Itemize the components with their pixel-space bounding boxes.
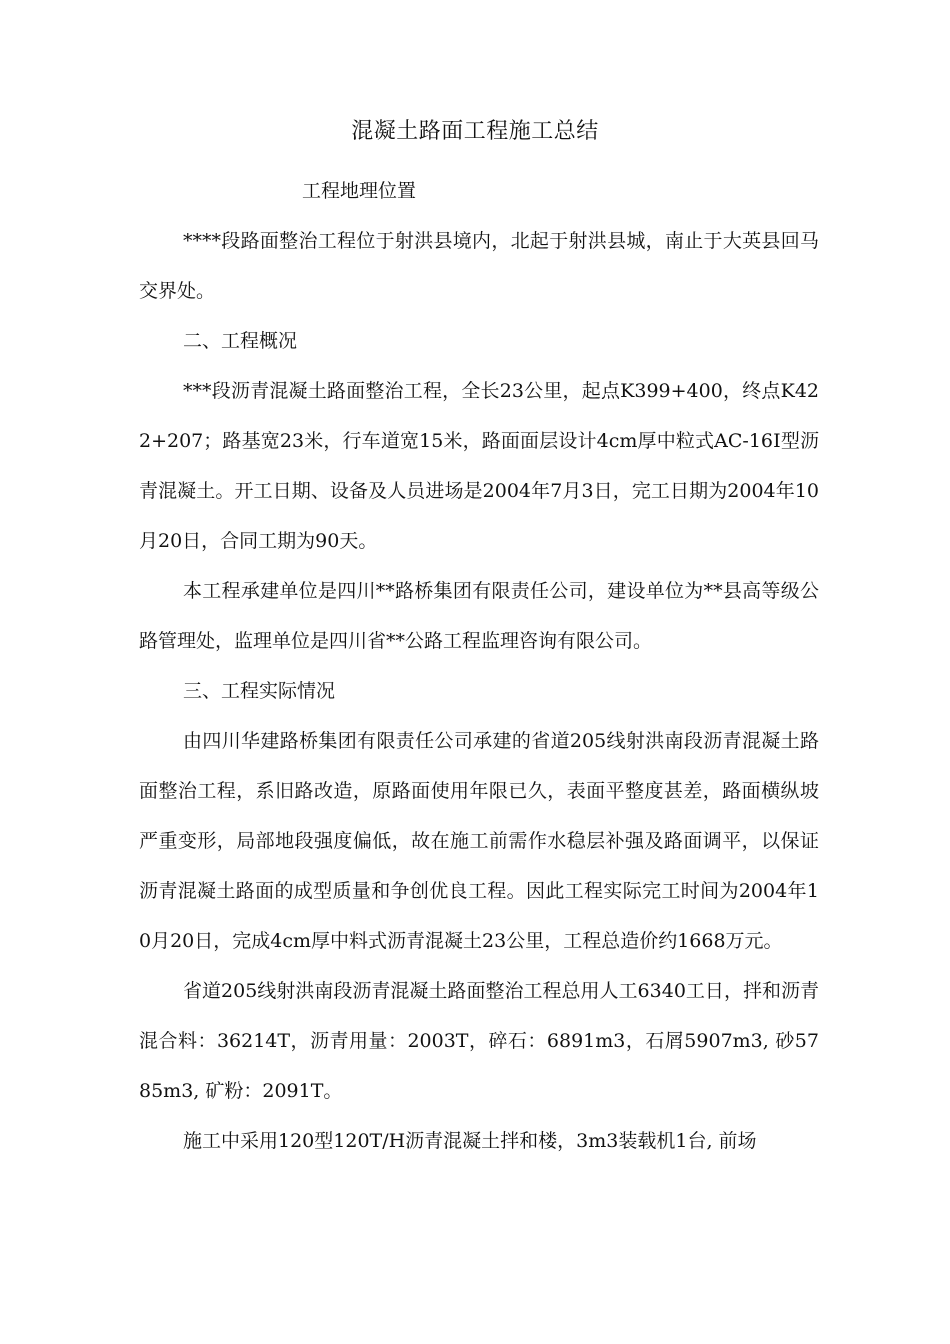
document-title: 混凝土路面工程施工总结 [351,119,599,144]
paragraph-equipment: 施工中采用120型120T/H沥青混凝土拌和楼，3m3装载机1台, 前场 [183,1130,757,1152]
paragraph-units: 本工程承建单位是四川**路桥集团有限责任公司，建设单位为**县高等级公路管理处，监理单位是四川省**公路工程监理咨询有限公司。 [139,580,819,652]
paragraph-overview: ***段沥青混凝土路面整治工程，全长23公里，起点K399+400，终点K422+207；路基宽23米，行车道宽15米，路面面层设计4cm厚中粒式AC-16Ⅰ型沥青混凝土。开工日期、设备及人员进场是2004年7月3日，完工日期为2004年10月20日，合同工期为90天。 [139,380,819,552]
paragraph-location: ****段路面整治工程位于射洪县境内，北起于射洪县城，南止于大英县回马交界处。 [139,230,819,302]
section-heading-actual: 三、工程实际情况 [183,680,336,702]
document-body [139,216,819,1166]
paragraph-materials: 省道205线射洪南段沥青混凝土路面整治工程总用人工6340工日，拌和沥青混合料：36214T，沥青用量：2003T，碎石：6891m3，石屑5907m3, 砂5785m3, 矿粉：2091T。 [139,980,819,1102]
paragraph-actual-situation: 由四川华建路桥集团有限责任公司承建的省道205线射洪南段沥青混凝土路面整治工程，系旧路改造，原路面使用年限已久，表面平整度甚差，路面横纵坡严重变形，局部地段强度偏低，故在施工前需作水稳层补强及路面调平，以保证沥青混凝土路面的成型质量和争创优良工程。因此工程实际完工时间为2004年10月20日，完成4cm厚中料式沥青混凝土23公里，工程总造价约1668万元。 [139,730,819,952]
section-heading-location: 工程地理位置 [302,180,417,202]
section-heading-overview: 二、工程概况 [183,330,298,352]
